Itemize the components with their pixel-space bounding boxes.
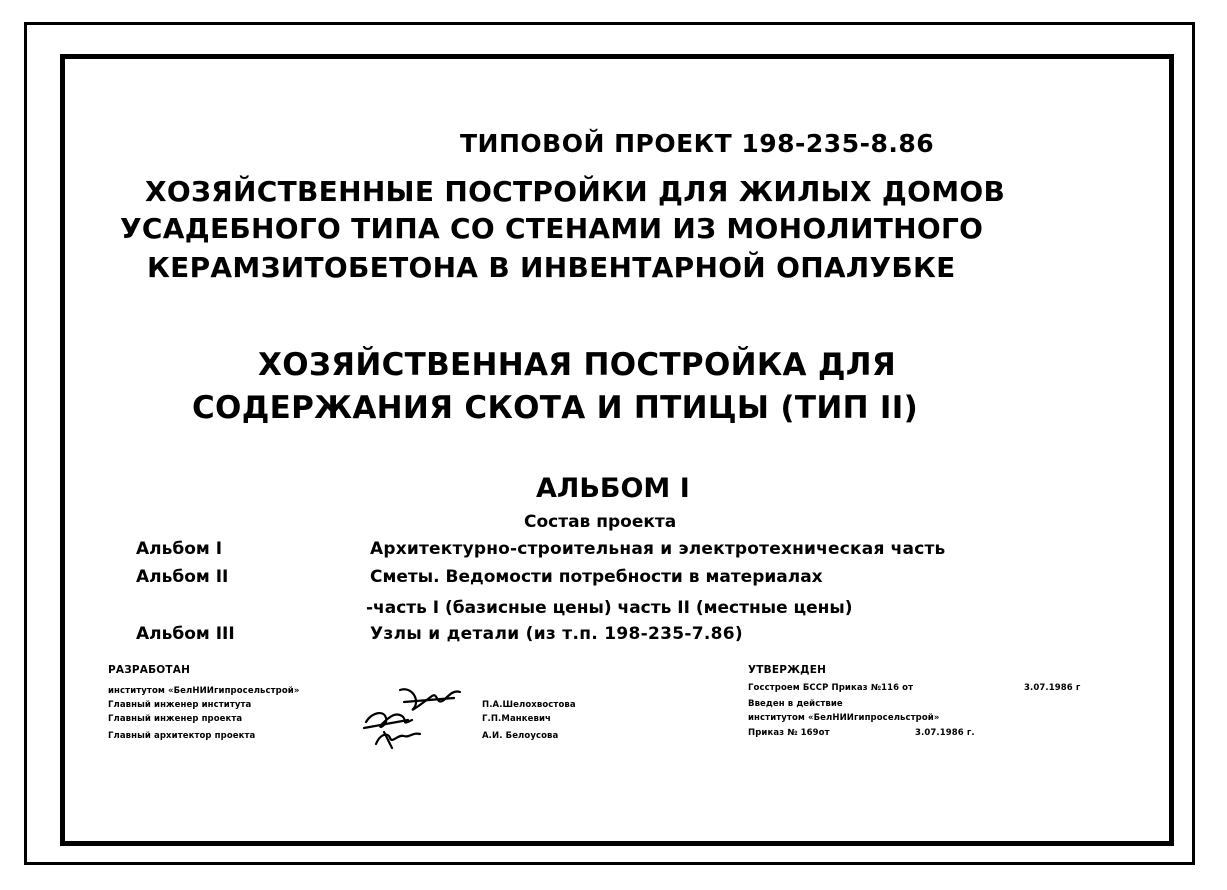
project-number: ТИПОВОЙ ПРОЕКТ 198-235-8.86 bbox=[460, 129, 935, 158]
subtitle-line-1: ХОЗЯЙСТВЕННАЯ ПОСТРОЙКА ДЛЯ bbox=[258, 347, 896, 383]
title-line-2: УСАДЕБНОГО ТИПА СО СТЕНАМИ ИЗ МОНОЛИТНОГО bbox=[120, 212, 984, 245]
approved-line-2: Введен в действие bbox=[748, 699, 843, 709]
approved-line-4-date: 3.07.1986 г. bbox=[915, 728, 975, 738]
inner-frame bbox=[60, 54, 1174, 846]
composition-heading: Состав проекта bbox=[524, 512, 677, 532]
album-label-2: Альбом II bbox=[136, 567, 229, 587]
approved-line-4: Приказ № 169от bbox=[748, 728, 830, 738]
album-desc-1: Архитектурно-строительная и электротехническая часть bbox=[370, 539, 946, 559]
title-line-3: КЕРАМЗИТОБЕТОНА В ИНВЕНТАРНОЙ ОПАЛУБКЕ bbox=[147, 251, 956, 284]
role-chief-engineer-project: Главный инженер проекта bbox=[108, 714, 243, 724]
album-desc-2-continued: -часть I (базисные цены) часть II (местные цены) bbox=[366, 598, 853, 618]
role-chief-architect: Главный архитектор проекта bbox=[108, 731, 256, 741]
approved-heading: УТВЕРЖДЕН bbox=[748, 664, 827, 676]
name-chief-architect: А.И. Белоусова bbox=[482, 731, 559, 741]
album-title: АЛЬБОМ I bbox=[536, 473, 690, 504]
subtitle-line-2: СОДЕРЖАНИЯ СКОТА И ПТИЦЫ (ТИП II) bbox=[192, 390, 919, 426]
role-chief-engineer-institute: Главный инженер института bbox=[108, 700, 252, 710]
developed-institute: институтом «БелНИИгипросельстрой» bbox=[108, 686, 300, 696]
name-chief-engineer-institute: П.А.Шелохвостова bbox=[482, 700, 576, 710]
developed-heading: РАЗРАБОТАН bbox=[108, 664, 191, 676]
approved-line-1-date: 3.07.1986 г bbox=[1024, 683, 1081, 693]
signatures bbox=[362, 682, 482, 752]
name-chief-engineer-project: Г.П.Манкевич bbox=[482, 714, 551, 724]
album-label-1: Альбом I bbox=[136, 539, 223, 559]
album-desc-2: Сметы. Ведомости потребности в материалах bbox=[370, 567, 823, 587]
title-line-1: ХОЗЯЙСТВЕННЫЕ ПОСТРОЙКИ ДЛЯ ЖИЛЫХ ДОМОВ bbox=[145, 175, 1006, 208]
album-label-3: Альбом III bbox=[136, 624, 235, 644]
approved-line-3: институтом «БелНИИгипросельстрой» bbox=[748, 713, 940, 723]
album-desc-3: Узлы и детали (из т.п. 198-235-7.86) bbox=[370, 624, 743, 644]
approved-line-1: Госстроем БССР Приказ №116 от bbox=[748, 683, 914, 693]
